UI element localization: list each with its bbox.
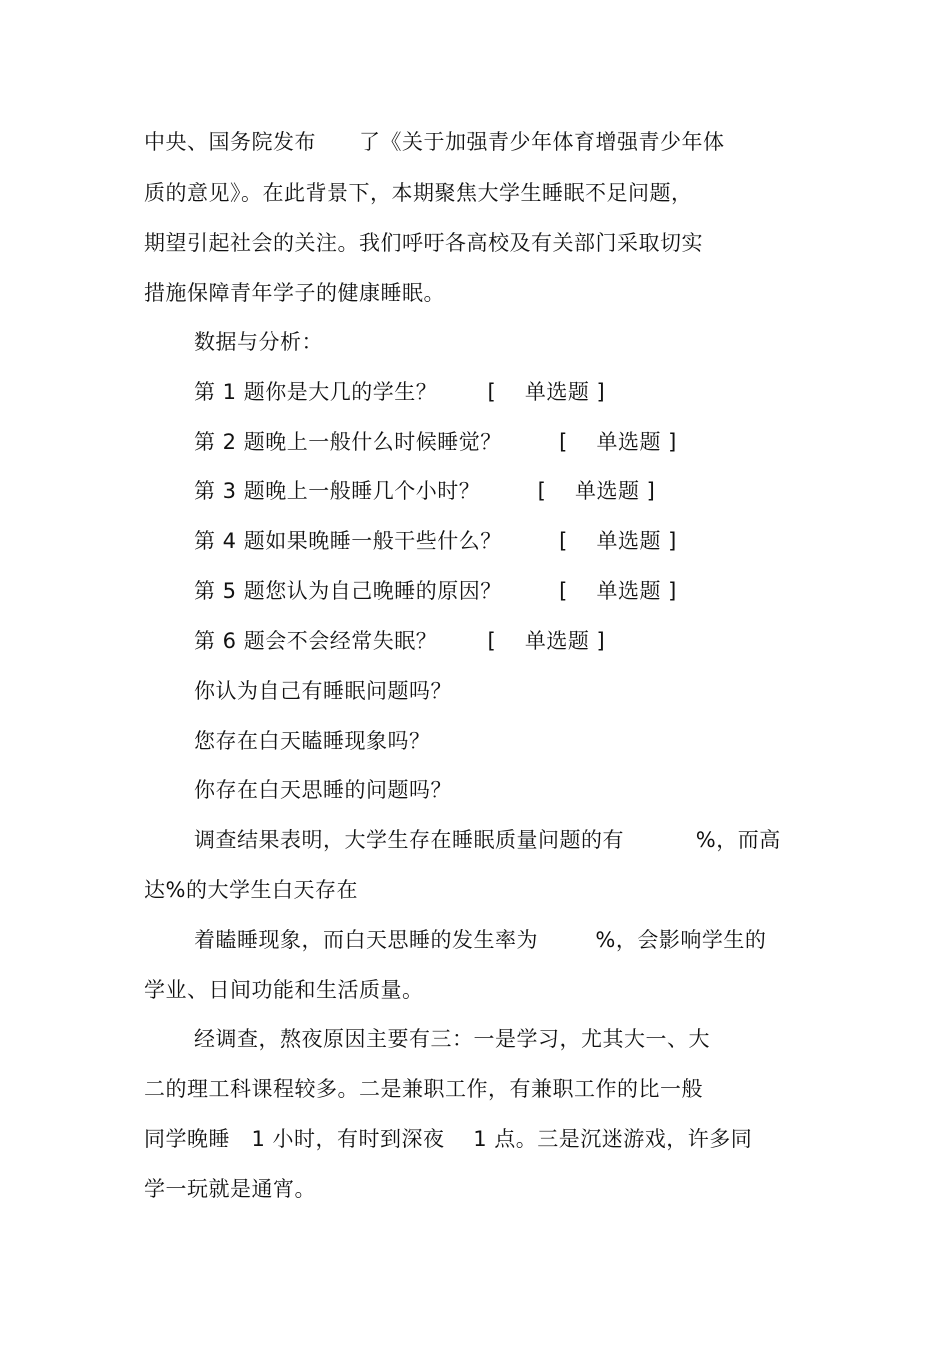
question-daytime-drowsy: 您存在白天瞌睡现象吗？ xyxy=(194,729,431,753)
causes-line-1: 经调查，熬夜原因主要有三：一是学习，尤其大一、大 xyxy=(194,1027,710,1051)
causes-line-3: 同学晚睡 1 小时，有时到深夜 1 点。三是沉迷游戏，许多同 xyxy=(144,1127,753,1151)
results-line-3: 着瞌睡现象，而白天思睡的发生率为 %，会影响学生的 xyxy=(194,928,767,952)
results-line-2: 达%的大学生白天存在 xyxy=(144,878,358,902)
question-sleep-problem: 你认为自己有睡眠问题吗？ xyxy=(194,679,452,703)
paragraph-line-2: 质的意见》。在此背景下，本期聚焦大学生睡眠不足问题， xyxy=(144,181,693,205)
question-4: 第 4 题如果晚睡一般干些什么？ [ 单选题 ] xyxy=(194,529,677,553)
paragraph-line-1: 中央、国务院发布 了《关于加强青少年体育增强青少年体 xyxy=(144,130,725,154)
causes-line-4: 学一玩就是通宵。 xyxy=(144,1177,316,1201)
results-line-4: 学业、日间功能和生活质量。 xyxy=(144,978,424,1002)
question-1: 第 1 题你是大几的学生？ [ 单选题 ] xyxy=(194,380,606,404)
section-heading: 数据与分析： xyxy=(194,330,323,354)
paragraph-line-3: 期望引起社会的关注。我们呼吁各高校及有关部门采取切实 xyxy=(144,231,703,255)
question-2: 第 2 题晚上一般什么时候睡觉？ [ 单选题 ] xyxy=(194,430,677,454)
question-daytime-sleepy: 你存在白天思睡的问题吗？ xyxy=(194,778,452,802)
question-5: 第 5 题您认为自己晚睡的原因？ [ 单选题 ] xyxy=(194,579,677,603)
question-3: 第 3 题晚上一般睡几个小时？ [ 单选题 ] xyxy=(194,479,656,503)
causes-line-2: 二的理工科课程较多。二是兼职工作，有兼职工作的比一般 xyxy=(144,1077,703,1101)
question-6: 第 6 题会不会经常失眠？ [ 单选题 ] xyxy=(194,629,606,653)
paragraph-line-4: 措施保障青年学子的健康睡眠。 xyxy=(144,281,445,305)
results-line-1: 调查结果表明，大学生存在睡眠质量问题的有 %，而高 xyxy=(194,828,781,852)
